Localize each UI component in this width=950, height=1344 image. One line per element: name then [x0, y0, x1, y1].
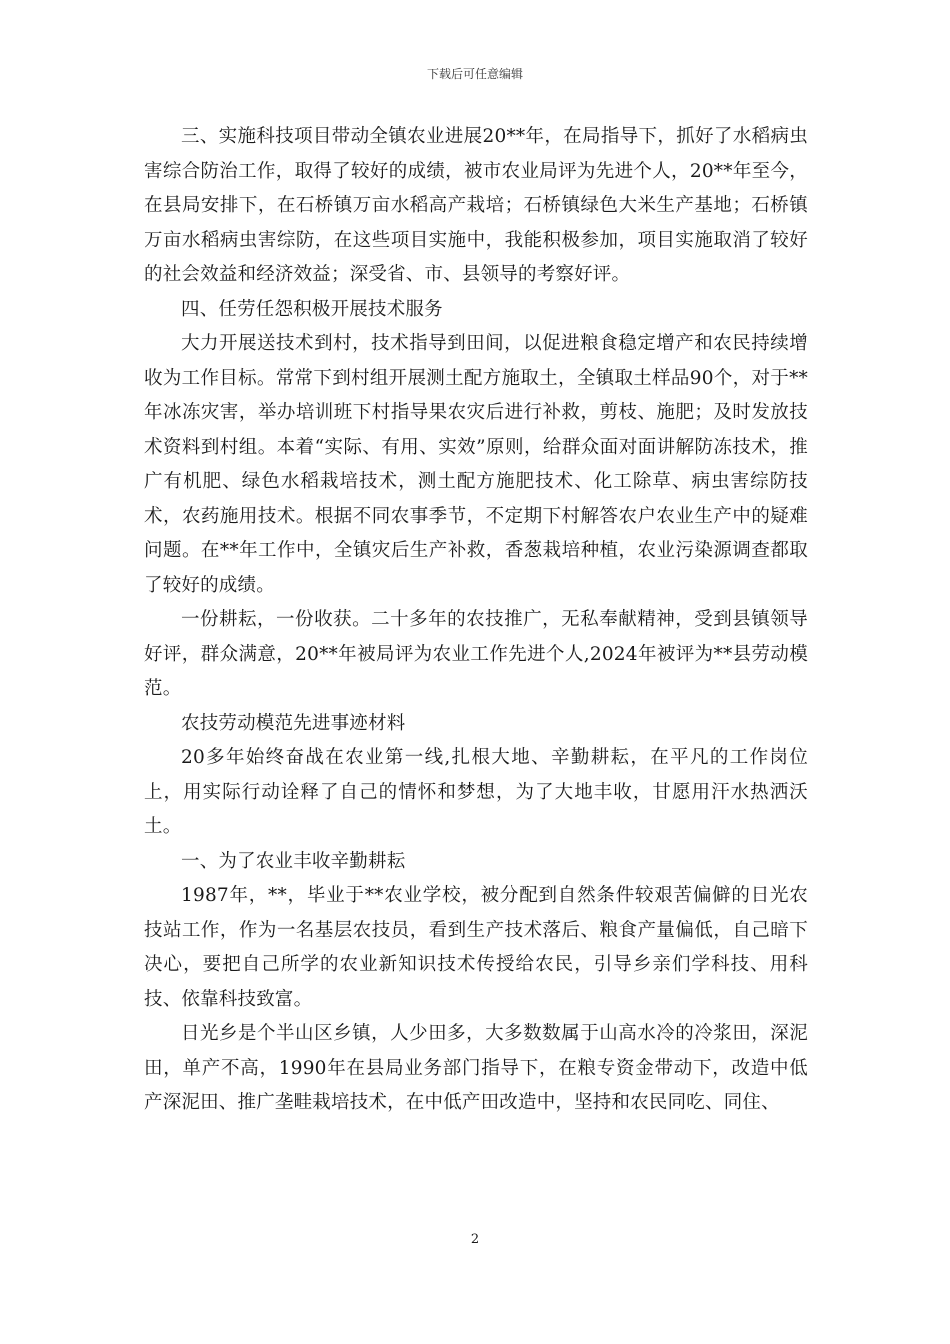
heading-model-material: 农技劳动模范先进事迹材料: [181, 712, 406, 734]
paragraph-1987: 1987年，**，毕业于**农业学校，被分配到自然条件较艰苦偏僻的日光农技站工作，作为一名基层农技员，看到生产技术落后、粮食产量偏低，自己暗下决心，要把自己所学的农业新知识技术传授给农民，引导乡亲们学科技、用科技、依靠科技致富。: [144, 885, 808, 1010]
page-header: 下载后可任意编辑: [426, 67, 523, 81]
heading-hard-work: 一、为了农业丰收辛勤耕耘: [181, 850, 406, 872]
page-number: 2: [470, 1232, 480, 1247]
paragraph-project-section: 三、实施科技项目带动全镇农业进展20**年，在局指导下，抓好了水稻病虫害综合防治工作，取得了较好的成绩，被市农业局评为先进个人，20**年至今，在县局安排下，在石桥镇万亩水稻高产栽培；石桥镇绿色大米生产基地；石桥镇万亩水稻病虫害综防，在这些项目实施中，我能积极参加，项目实施取消了较好的社会效益和经济效益；深受省、市、县领导的考察好评。: [144, 126, 808, 285]
heading-technical-service: 四、任劳任怨积极开展技术服务: [181, 298, 443, 320]
paragraph-harvest: 一份耕耘，一份收获。二十多年的农技推广，无私奉献精神，受到县镇领导好评，群众满意，20**年被局评为农业工作先进个人,2024年被评为**县劳动模范。: [144, 609, 808, 699]
paragraph-riguang: 日光乡是个半山区乡镇，人少田多，大多数数属于山高水冷的冷浆田，深泥田，单产不高，1990年在县局业务部门指导下，在粮专资金带动下，改造中低产深泥田、推广垄畦栽培技术，在中低产田改造中，坚持和农民同吃、同住、: [144, 1023, 808, 1113]
paragraph-technical-service: 大力开展送技术到村，技术指导到田间，以促进粮食稳定增产和农民持续增收为工作目标。常常下到村组开展测土配方施取土，全镇取土样品90个，对于**年冰冻灾害，举办培训班下村指导果农灾后进行补救，剪枝、施肥；及时发放技术资料到村组。本着“实际、有用、实效”原则，给群众面对面讲解防冻技术，推广有机肥、绿色水稻栽培技术，测土配方施肥技术、化工除草、病虫害综防技术，农药施用技术。根据不同农事季节，不定期下村解答农户农业生产中的疑难问题。在**年工作中，全镇灾后生产补救，香葱栽培种植，农业污染源调查都取了较好的成绩。: [144, 333, 808, 596]
document-body: [144, 120, 808, 1121]
paragraph-twenty-years: 20多年始终奋战在农业第一线,扎根大地、辛勤耕耘，在平凡的工作岗位上，用实际行动诠释了自己的情怀和梦想，为了大地丰收，甘愿用汗水热洒沃土。: [144, 747, 808, 837]
